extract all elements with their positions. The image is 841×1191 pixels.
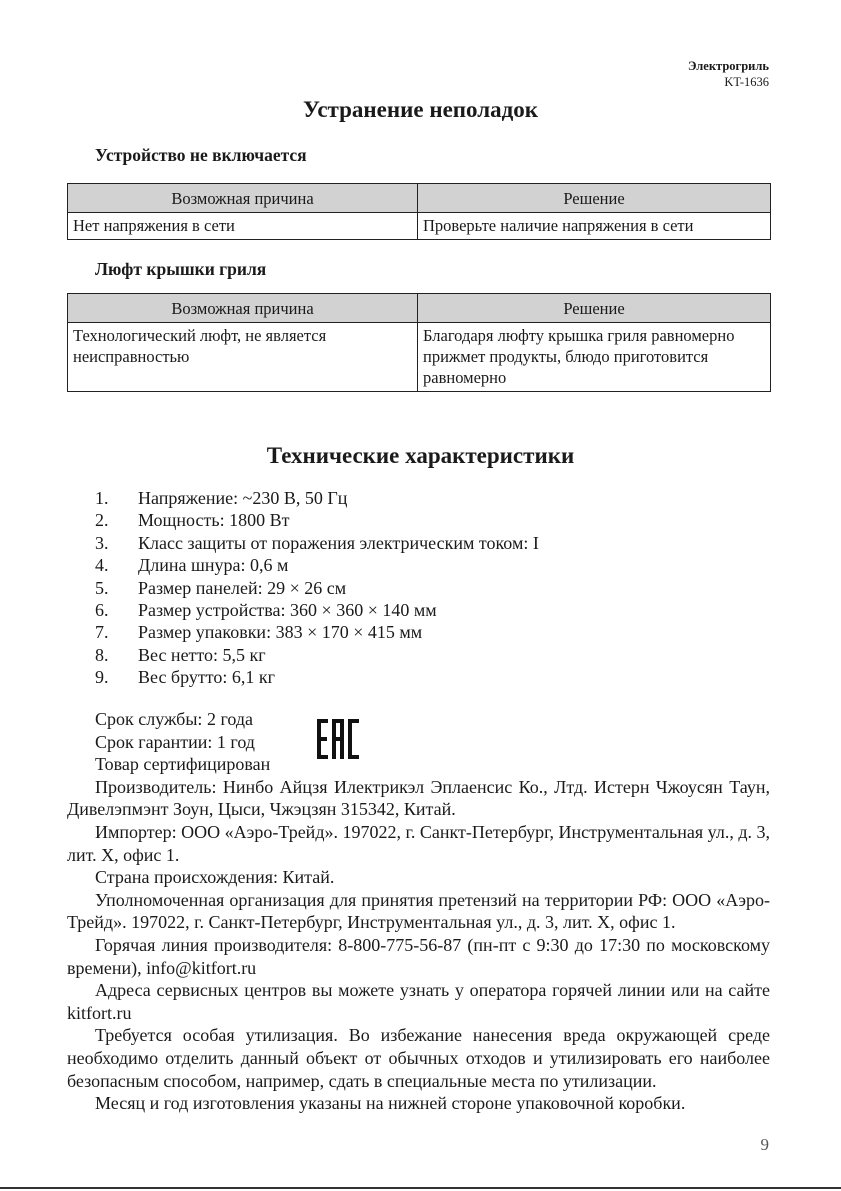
specs-list: [95, 487, 539, 689]
page-header: [688, 58, 769, 90]
item-text: Размер панелей: 29 × 26 см: [138, 577, 347, 598]
section-title-lid-play: Люфт крышки гриля: [95, 259, 267, 279]
item-number: 4.: [95, 555, 109, 576]
item-number: 8.: [95, 644, 109, 665]
list-item: [95, 487, 539, 509]
list-item: [95, 532, 539, 554]
list-item: [95, 644, 539, 666]
solution-cell: Благодаря люфту крышка гриля равномерно прижмет продукты, блюдо приготовится равномерно: [418, 323, 771, 392]
service-centers-info: Адреса сервисных центров вы можете узнать у оператора горячей линии или на сайте kitfort.ru: [67, 980, 770, 1023]
bottom-divider: [0, 1187, 841, 1189]
item-text: Напряжение: ~230 В, 50 Гц: [138, 488, 348, 508]
list-item: [95, 621, 539, 643]
warranty: Срок гарантии: 1 год: [95, 731, 255, 752]
list-item: [95, 599, 539, 621]
page-number: 9: [760, 1135, 769, 1154]
list-item: [95, 509, 539, 531]
item-number: 9.: [95, 667, 109, 688]
item-text: Вес нетто: 5,5 кг: [138, 644, 266, 665]
header-product: Электрогриль: [687, 59, 769, 73]
disposal-info: Требуется особая утилизация. Во избежание нанесения вреда окружающей среде необходимо отделить данный объект от обычных отходов и утилизировать его наиболее безопасным способом, например, сдать в специальные места по утилизации.: [67, 1025, 770, 1091]
service-life: Срок службы: 2 года: [95, 709, 254, 729]
section-title-no-power: Устройство не включается: [95, 145, 307, 165]
item-text: Мощность: 1800 Вт: [138, 510, 290, 531]
column-header-cause: Возможная причина: [68, 294, 418, 323]
table-row: [68, 213, 771, 240]
importer-info: Импортер: ООО «Аэро-Трейд». 197022, г. Санкт-Петербург, Инструментальная ул., д. 3, лит. Х, офис 1.: [67, 821, 770, 865]
country-of-origin: Страна происхождения: Китай.: [95, 867, 335, 888]
warranty-row: [67, 731, 770, 754]
list-item: [95, 554, 539, 576]
eac-certification-icon: [317, 719, 359, 759]
list-item: [95, 577, 539, 599]
cause-cell: Технологический люфт, не является неисправностью: [68, 323, 418, 392]
solution-cell: Проверьте наличие напряжения в сети: [418, 213, 771, 240]
item-number: 3.: [95, 532, 109, 553]
item-text: Класс защиты от поражения электрическим током: I: [138, 532, 539, 553]
header-model: KT-1636: [724, 75, 769, 89]
manufacturer-info: Производитель: Нинбо Айцзя Илектрикэл Эплаенсис Ко., Лтд. Истерн Чжоусян Таун, Дивелэпмэнт Зоун, Цыси, Чжэцзян 315342, Китай.: [67, 776, 770, 820]
table-header-row: [68, 184, 771, 213]
item-number: 1.: [95, 488, 109, 508]
item-number: 6.: [95, 600, 109, 621]
item-text: Вес брутто: 6,1 кг: [138, 667, 275, 688]
cause-cell: Нет напряжения в сети: [68, 213, 418, 240]
item-text: Размер устройства: 360 × 360 × 140 мм: [138, 600, 437, 621]
specs-title: Технические характеристики: [266, 443, 575, 468]
item-number: 2.: [95, 510, 109, 531]
authorized-organization: Уполномоченная организация для принятия претензий на территории РФ: ООО «Аэро-Трейд». 197022, г. Санкт-Петербург, Инструментальная ул., д. 3, лит. Х, офис 1.: [67, 889, 770, 933]
table-row: [68, 323, 771, 392]
manufacture-date-info: Месяц и год изготовления указаны на нижней стороне упаковочной коробки.: [95, 1093, 686, 1114]
column-header-solution: Решение: [418, 294, 771, 323]
column-header-solution: Решение: [418, 184, 771, 213]
certified-note: Товар сертифицирован: [95, 754, 271, 775]
hotline-info: Горячая линия производителя: 8-800-775-56-87 (пн-пт с 9:30 до 17:30 по московскому времени), info@kitfort.ru: [67, 934, 770, 978]
item-text: Размер упаковки: 383 × 170 × 415 мм: [138, 622, 423, 643]
table-header-row: [68, 294, 771, 323]
column-header-cause: Возможная причина: [68, 184, 418, 213]
item-number: 7.: [95, 622, 109, 643]
troubleshooting-title: Устранение неполадок: [302, 97, 539, 122]
troubleshooting-table-no-power: [67, 183, 771, 240]
list-item: [95, 666, 539, 688]
info-block: [67, 708, 770, 1115]
item-number: 5.: [95, 577, 109, 598]
item-text: Длина шнура: 0,6 м: [138, 555, 289, 576]
troubleshooting-table-lid-play: [67, 293, 771, 392]
